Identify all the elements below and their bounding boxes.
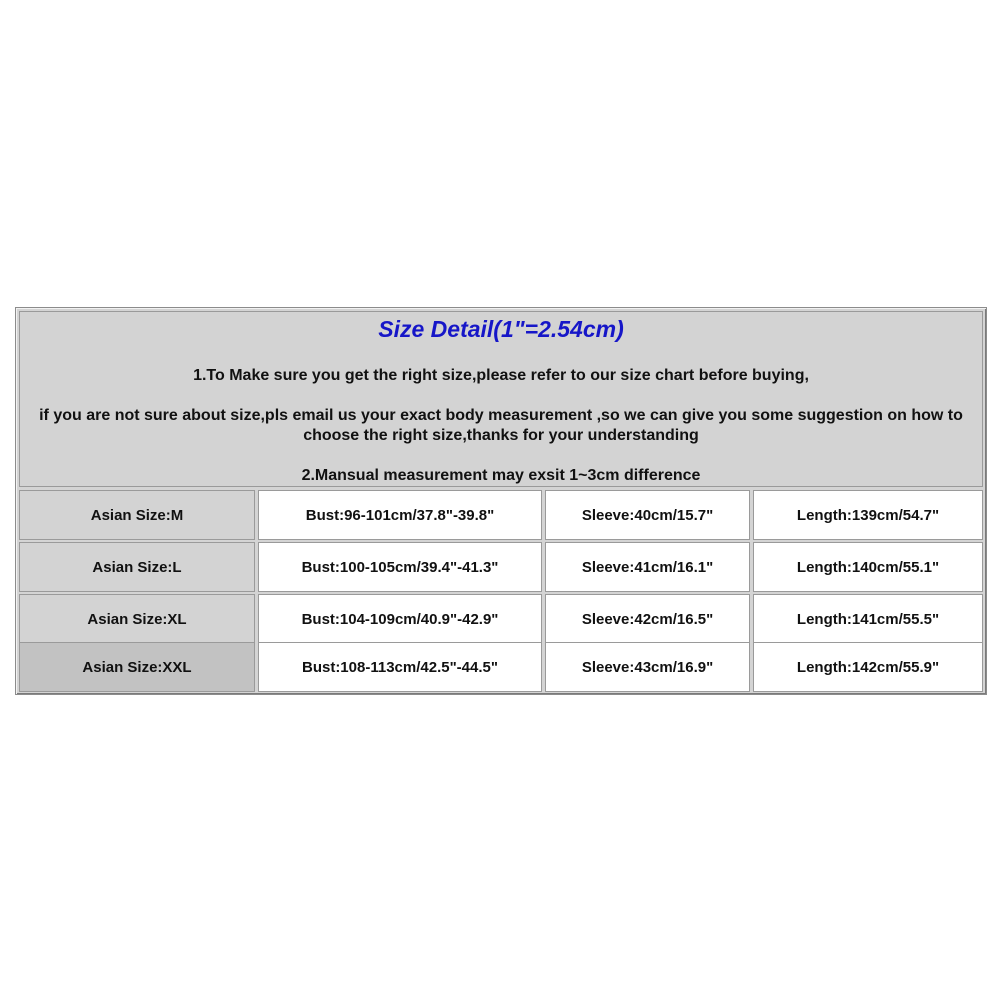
- size-note-1: 1.To Make sure you get the right size,please refer to our size chart before buying,: [193, 367, 809, 384]
- length-cell: Length:141cm/55.5": [753, 594, 983, 644]
- bust-cell: Bust:104-109cm/40.9"-42.9": [258, 594, 542, 644]
- table-row-xxl: [19, 642, 983, 692]
- size-note-contact: if you are not sure about size,pls email us your exact body measurement ,so we can give you some suggestion on how to choose the right size,thanks for your understanding: [39, 407, 963, 444]
- table-row-l: [19, 542, 983, 592]
- size-label-cell: Asian Size:M: [19, 490, 255, 540]
- sleeve-cell: Sleeve:43cm/16.9": [545, 642, 750, 692]
- size-label-cell: Asian Size:XL: [19, 594, 255, 644]
- size-label-cell: Asian Size:L: [19, 542, 255, 592]
- size-chart-title: Size Detail(1"=2.54cm): [378, 316, 624, 342]
- length-cell: Length:142cm/55.9": [753, 642, 983, 692]
- bust-cell: Bust:96-101cm/37.8"-39.8": [258, 490, 542, 540]
- bust-cell: Bust:108-113cm/42.5"-44.5": [258, 642, 542, 692]
- table-row-xl: [19, 594, 983, 644]
- length-cell: Length:139cm/54.7": [753, 490, 983, 540]
- size-label-cell: Asian Size:XXL: [19, 642, 255, 692]
- length-cell: Length:140cm/55.1": [753, 542, 983, 592]
- size-note-2: 2.Mansual measurement may exsit 1~3cm difference: [301, 467, 701, 484]
- bust-cell: Bust:100-105cm/39.4"-41.3": [258, 542, 542, 592]
- sleeve-cell: Sleeve:42cm/16.5": [545, 594, 750, 644]
- size-chart-table: [15, 307, 987, 695]
- sleeve-cell: Sleeve:41cm/16.1": [545, 542, 750, 592]
- size-chart-header: [19, 311, 983, 487]
- sleeve-cell: Sleeve:40cm/15.7": [545, 490, 750, 540]
- table-row-m: [19, 490, 983, 540]
